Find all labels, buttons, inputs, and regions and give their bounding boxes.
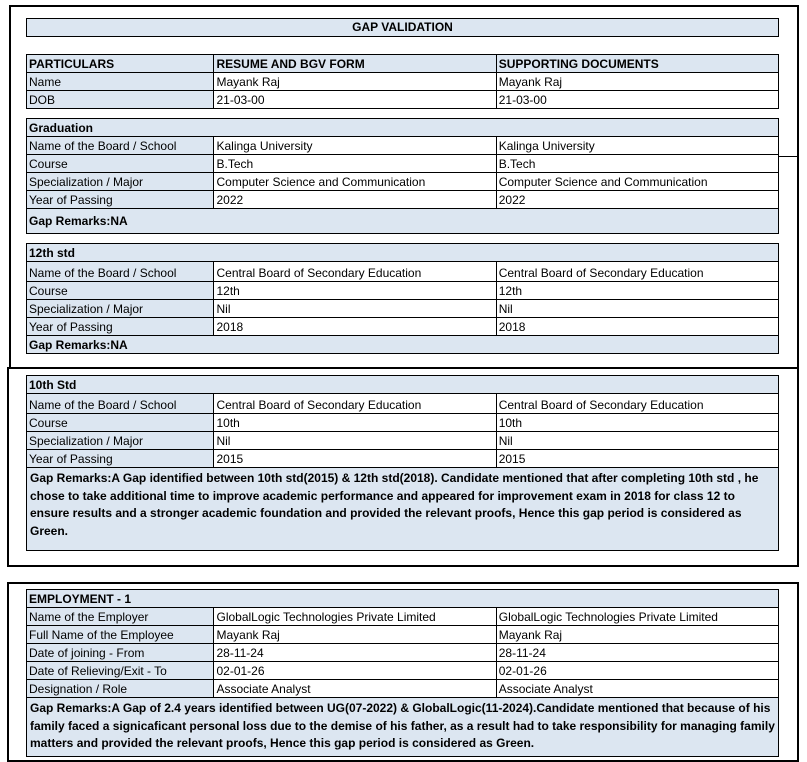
gap-remarks-twelfth: Gap Remarks:NA xyxy=(27,336,779,354)
row-label: Specialization / Major xyxy=(27,300,214,318)
graduation-table xyxy=(26,118,779,234)
table-row xyxy=(27,608,779,626)
resume-value: Mayank Raj xyxy=(214,73,496,91)
resume-value: GlobalLogic Technologies Private Limited xyxy=(214,608,496,626)
docs-value: Nil xyxy=(496,432,778,450)
row-label: Year of Passing xyxy=(27,318,214,336)
row-label: Course xyxy=(27,414,214,432)
section-heading-graduation: Graduation xyxy=(27,119,779,137)
resume-value: Associate Analyst xyxy=(214,680,496,698)
table-row xyxy=(27,155,779,173)
resume-value: 02-01-26 xyxy=(214,662,496,680)
resume-value: Nil xyxy=(214,432,496,450)
row-label: Specialization / Major xyxy=(27,173,214,191)
table-row xyxy=(27,644,779,662)
employment-table xyxy=(26,589,779,757)
row-label: Designation / Role xyxy=(27,680,214,698)
resume-value: 21-03-00 xyxy=(214,91,496,109)
docs-value: 2018 xyxy=(496,318,778,336)
row-label: Course xyxy=(27,282,214,300)
table-row xyxy=(27,662,779,680)
docs-value: Associate Analyst xyxy=(496,680,778,698)
docs-value: Central Board of Secondary Education xyxy=(496,262,778,282)
docs-value: Kalinga University xyxy=(496,137,778,155)
docs-value: B.Tech xyxy=(496,155,778,173)
row-label: Full Name of the Employee xyxy=(27,626,214,644)
resume-value: Central Board of Secondary Education xyxy=(214,394,496,414)
resume-value: Nil xyxy=(214,300,496,318)
docs-value: Computer Science and Communication xyxy=(496,173,778,191)
row-label: Name of the Board / School xyxy=(27,262,214,282)
table-row xyxy=(27,450,779,468)
resume-value: Computer Science and Communication xyxy=(214,173,496,191)
table-row xyxy=(27,680,779,698)
resume-value: 2018 xyxy=(214,318,496,336)
header-documents: SUPPORTING DOCUMENTS xyxy=(496,55,778,73)
docs-value: 2022 xyxy=(496,191,778,209)
table-row xyxy=(27,73,779,91)
section-heading-tenth: 10th Std xyxy=(27,376,779,394)
table-row xyxy=(27,414,779,432)
docs-value: 02-01-26 xyxy=(496,662,778,680)
row-label: Course xyxy=(27,155,214,173)
docs-value: Central Board of Secondary Education xyxy=(496,394,778,414)
table-row xyxy=(27,626,779,644)
section-heading-employment: EMPLOYMENT - 1 xyxy=(27,590,779,608)
table-row xyxy=(27,432,779,450)
resume-value: 12th xyxy=(214,282,496,300)
stray-gridline xyxy=(779,156,799,157)
table-row xyxy=(27,318,779,336)
resume-value: 28-11-24 xyxy=(214,644,496,662)
row-label: Name xyxy=(27,73,214,91)
table-row xyxy=(27,282,779,300)
docs-value: Mayank Raj xyxy=(496,626,778,644)
row-label: Name of the Board / School xyxy=(27,394,214,414)
row-label: DOB xyxy=(27,91,214,109)
row-label: Name of the Board / School xyxy=(27,137,214,155)
table-row xyxy=(27,394,779,414)
resume-value: 2022 xyxy=(214,191,496,209)
header-particulars: PARTICULARS xyxy=(27,55,214,73)
docs-value: 12th xyxy=(496,282,778,300)
row-label: Name of the Employer xyxy=(27,608,214,626)
resume-value: B.Tech xyxy=(214,155,496,173)
tenth-table xyxy=(26,375,779,551)
gap-remarks-employment: Gap Remarks:A Gap of 2.4 years identified between UG(07-2022) & GlobalLogic(11-2024).Candidate mentioned that because of his family faced a signicaficant personal loss due to the demise of his father, as a result had to take responsibility for managing family matters and provided the relevant proofs, Hence this gap period is considered as Green. xyxy=(27,698,779,757)
personal-table xyxy=(26,54,779,109)
row-label: Specialization / Major xyxy=(27,432,214,450)
twelfth-table xyxy=(26,243,779,354)
resume-value: 10th xyxy=(214,414,496,432)
docs-value: Nil xyxy=(496,300,778,318)
resume-value: 2015 xyxy=(214,450,496,468)
gap-remarks-graduation: Gap Remarks:NA xyxy=(27,209,779,234)
table-row xyxy=(27,300,779,318)
header-resume: RESUME AND BGV FORM xyxy=(214,55,496,73)
table-row xyxy=(27,173,779,191)
table-header-row xyxy=(27,55,779,73)
resume-value: Kalinga University xyxy=(214,137,496,155)
resume-value: Central Board of Secondary Education xyxy=(214,262,496,282)
docs-value: 10th xyxy=(496,414,778,432)
table-row xyxy=(27,91,779,109)
resume-value: Mayank Raj xyxy=(214,626,496,644)
page-title: GAP VALIDATION xyxy=(26,18,779,37)
section-heading-twelfth: 12th std xyxy=(27,244,779,262)
row-label: Year of Passing xyxy=(27,450,214,468)
table-row xyxy=(27,191,779,209)
row-label: Year of Passing xyxy=(27,191,214,209)
docs-value: GlobalLogic Technologies Private Limited xyxy=(496,608,778,626)
table-row xyxy=(27,137,779,155)
row-label: Date of joining - From xyxy=(27,644,214,662)
row-label: Date of Relieving/Exit - To xyxy=(27,662,214,680)
table-row xyxy=(27,262,779,282)
docs-value: 21-03-00 xyxy=(496,91,778,109)
docs-value: 2015 xyxy=(496,450,778,468)
docs-value: 28-11-24 xyxy=(496,644,778,662)
gap-remarks-tenth: Gap Remarks:A Gap identified between 10th std(2015) & 12th std(2018). Candidate mentioned that after completing 10th std , he chose to take additional time to improve academic performance and appeared for improvement exam in 2018 for class 12 to ensure results and a stronger academic foundation and provided the relevant proofs, Hence this gap period is considered as Green. xyxy=(27,468,779,551)
docs-value: Mayank Raj xyxy=(496,73,778,91)
